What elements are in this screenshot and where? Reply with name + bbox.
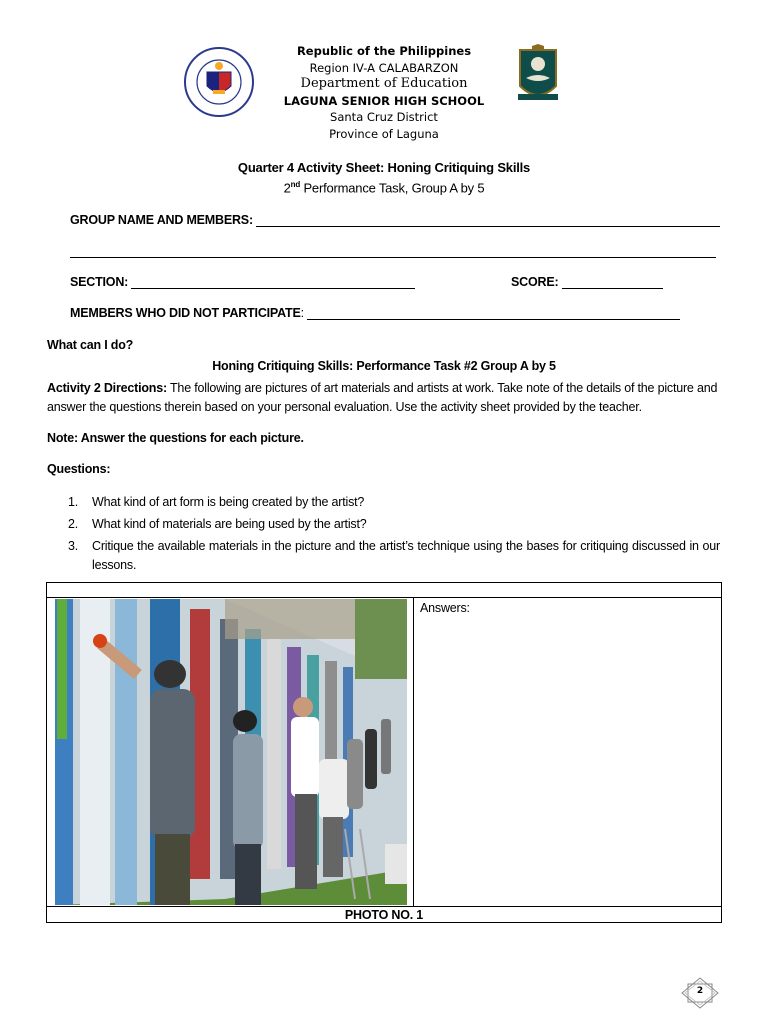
score-field: SCORE: [511,275,663,289]
group-members-blank[interactable] [70,257,716,258]
group-name-blank[interactable] [256,216,720,227]
sheet-title: Quarter 4 Activity Sheet: Honing Critiquing Skills [237,160,531,175]
section-field: SECTION: [70,275,415,289]
answers-area[interactable] [419,619,715,901]
what-can-i-do-heading: What can I do? [47,338,134,352]
members-not-participate-field: MEMBERS WHO DID NOT PARTICIPATE : [70,306,680,320]
header-republic: Republic of the Philippines [296,44,472,58]
task-title: Honing Critiquing Skills: Performance Task #2 Group A by 5 [212,359,556,373]
section-blank[interactable] [131,278,415,289]
photo-table [46,582,722,923]
group-name-field: GROUP NAME AND MEMBERS: [70,213,720,227]
header-region: Region IV-A CALABARZON [309,61,459,75]
list-item: 2. What kind of materials are being used by the artist? [68,517,367,531]
score-blank[interactable] [562,278,663,289]
table-top-row-divider [47,597,721,598]
mural-photo [55,599,407,905]
questions-heading: Questions: [47,462,111,476]
page-number-badge [681,977,719,1009]
members-not-participate-blank[interactable] [307,309,680,320]
header-school: LAGUNA SENIOR HIGH SCHOOL [283,94,485,108]
list-item: 1. What kind of art form is being created by the artist? [68,495,365,509]
answers-label: Answers: [420,601,470,615]
header-district: Santa Cruz District [330,110,438,124]
table-caption-divider [47,906,721,907]
table-column-divider [413,597,414,906]
directions-paragraph: Activity 2 Directions: The following are pictures of art materials and artists at work. Take note of the details of the picture and answer the questions therein based on your personal evaluation. Use the activity sheet provided by the teacher. [47,381,718,414]
page-number: 2 [696,986,704,996]
note-text: Note: Answer the questions for each picture. [47,431,304,445]
header-province: Province of Laguna [329,127,439,141]
list-item: 3. Critique the available materials in the picture and the artist’s technique using the bases for critiquing discussed in our lessons. [68,539,720,572]
photo-caption: PHOTO NO. 1 [344,908,424,922]
sheet-subtitle: 2nd Performance Task, Group A by 5 [283,180,485,196]
questions-list [68,493,728,578]
header-department: Department of Education [300,76,468,91]
